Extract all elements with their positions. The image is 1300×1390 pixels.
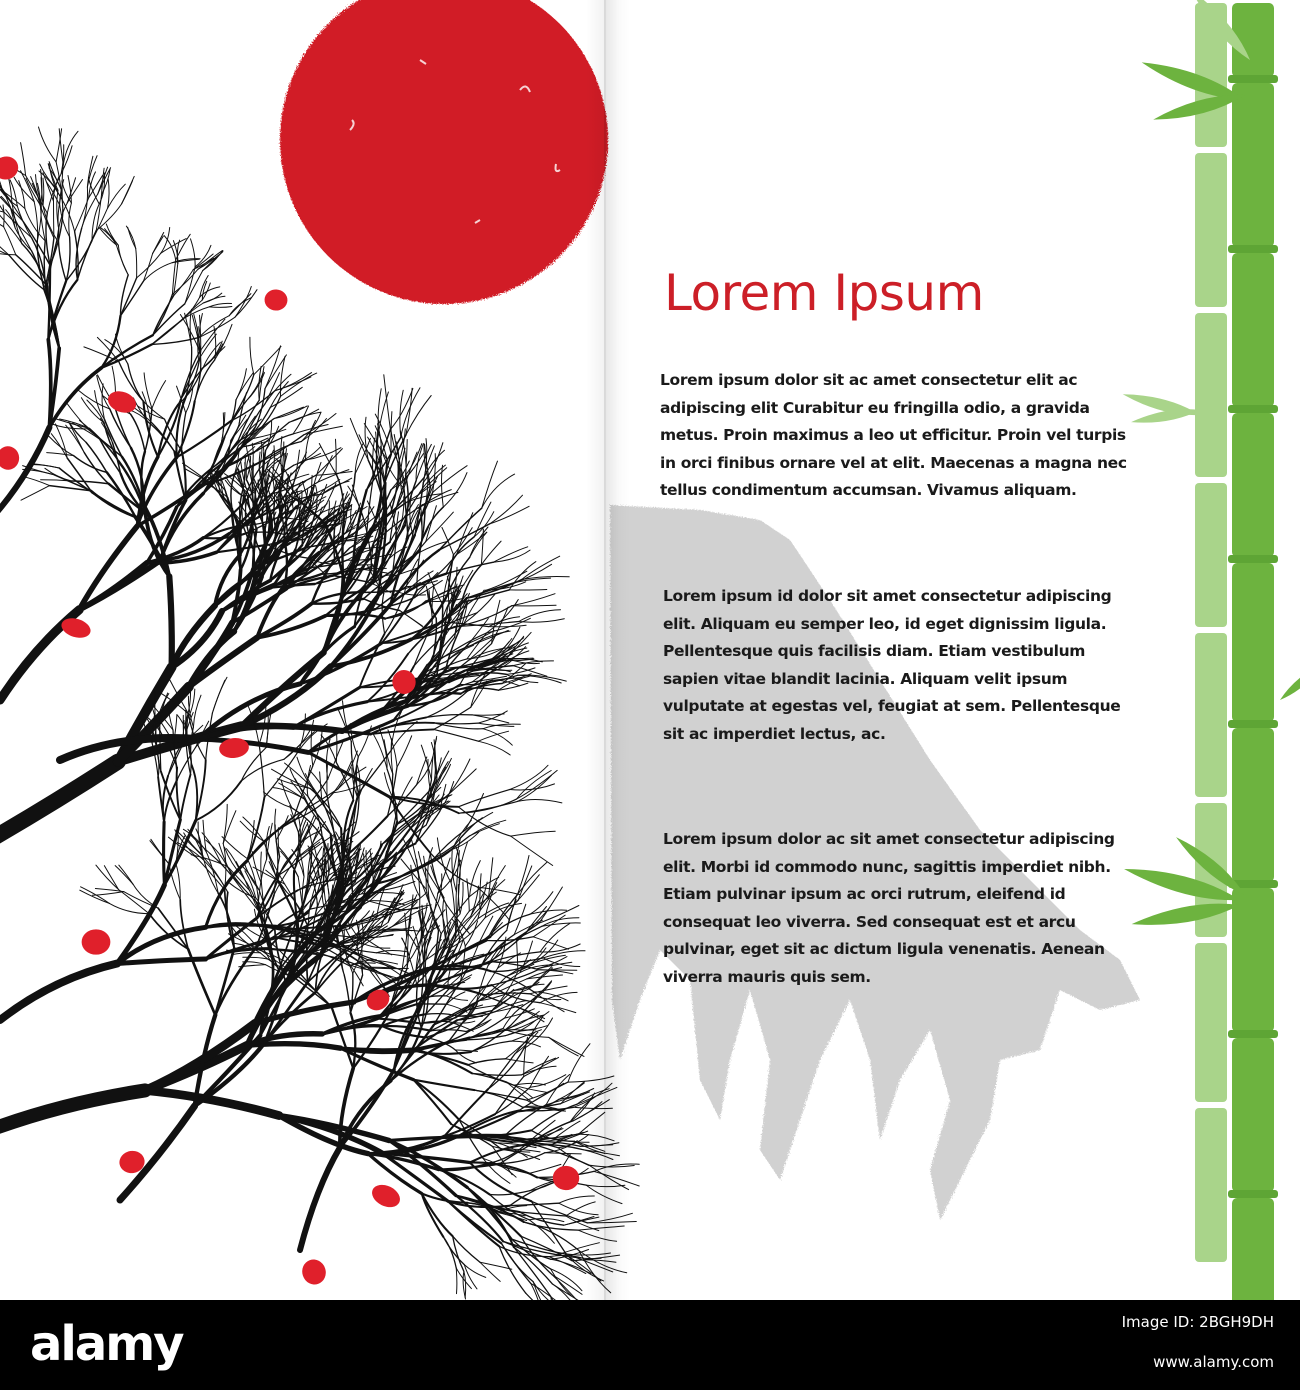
stock-url-label: www.alamy.com xyxy=(1153,1353,1274,1371)
paragraph-2: Lorem ipsum id dolor sit amet consectetur adipiscing elit. Aliquam eu semper leo, id eget dignissim ligula. Pellentesque quis facilisis diam. Etiam vestibulum sapien vitae blandit lacinia. Aliquam velit ipsum vulputate at egestas vel, feugiat at sem. Pellentesque sit ac imperdiet lectus, ac. xyxy=(663,587,1121,743)
red-sun-icon xyxy=(280,0,608,304)
fold-shadow-left xyxy=(586,0,606,1300)
fold-shadow xyxy=(604,0,630,1300)
bamboo-icon xyxy=(1121,0,1300,1300)
image-id-label: Image ID: 2BGH9DH xyxy=(1121,1313,1274,1331)
page-title: Lorem Ipsum xyxy=(664,264,984,322)
watermark-bar xyxy=(0,1300,1300,1390)
paragraph-3: Lorem ipsum dolor ac sit amet consectetur adipiscing elit. Morbi id commodo nunc, sagittis imperdiet nibh. Etiam pulvinar ipsum ac orci rutrum, eleifend id consequat leo viverra. Sed consequat est et arcu pulvinar, eget sit ac dictum ligula venenatis. Aenean viverra mauris quis sem. xyxy=(663,830,1115,986)
alamy-logo: alamy xyxy=(30,1316,183,1372)
paragraph-1: Lorem ipsum dolor sit ac amet consectetur elit ac adipiscing elit Curabitur eu fringilla odio, a gravida metus. Proin maximus a leo ut efficitur. Proin vel turpis in orci finibus ornare vel at elit. Maecenas a magna nec tellus condimentum accumsan. Vivamus aliquam. xyxy=(660,371,1127,499)
ink-branches-icon xyxy=(0,127,639,1300)
